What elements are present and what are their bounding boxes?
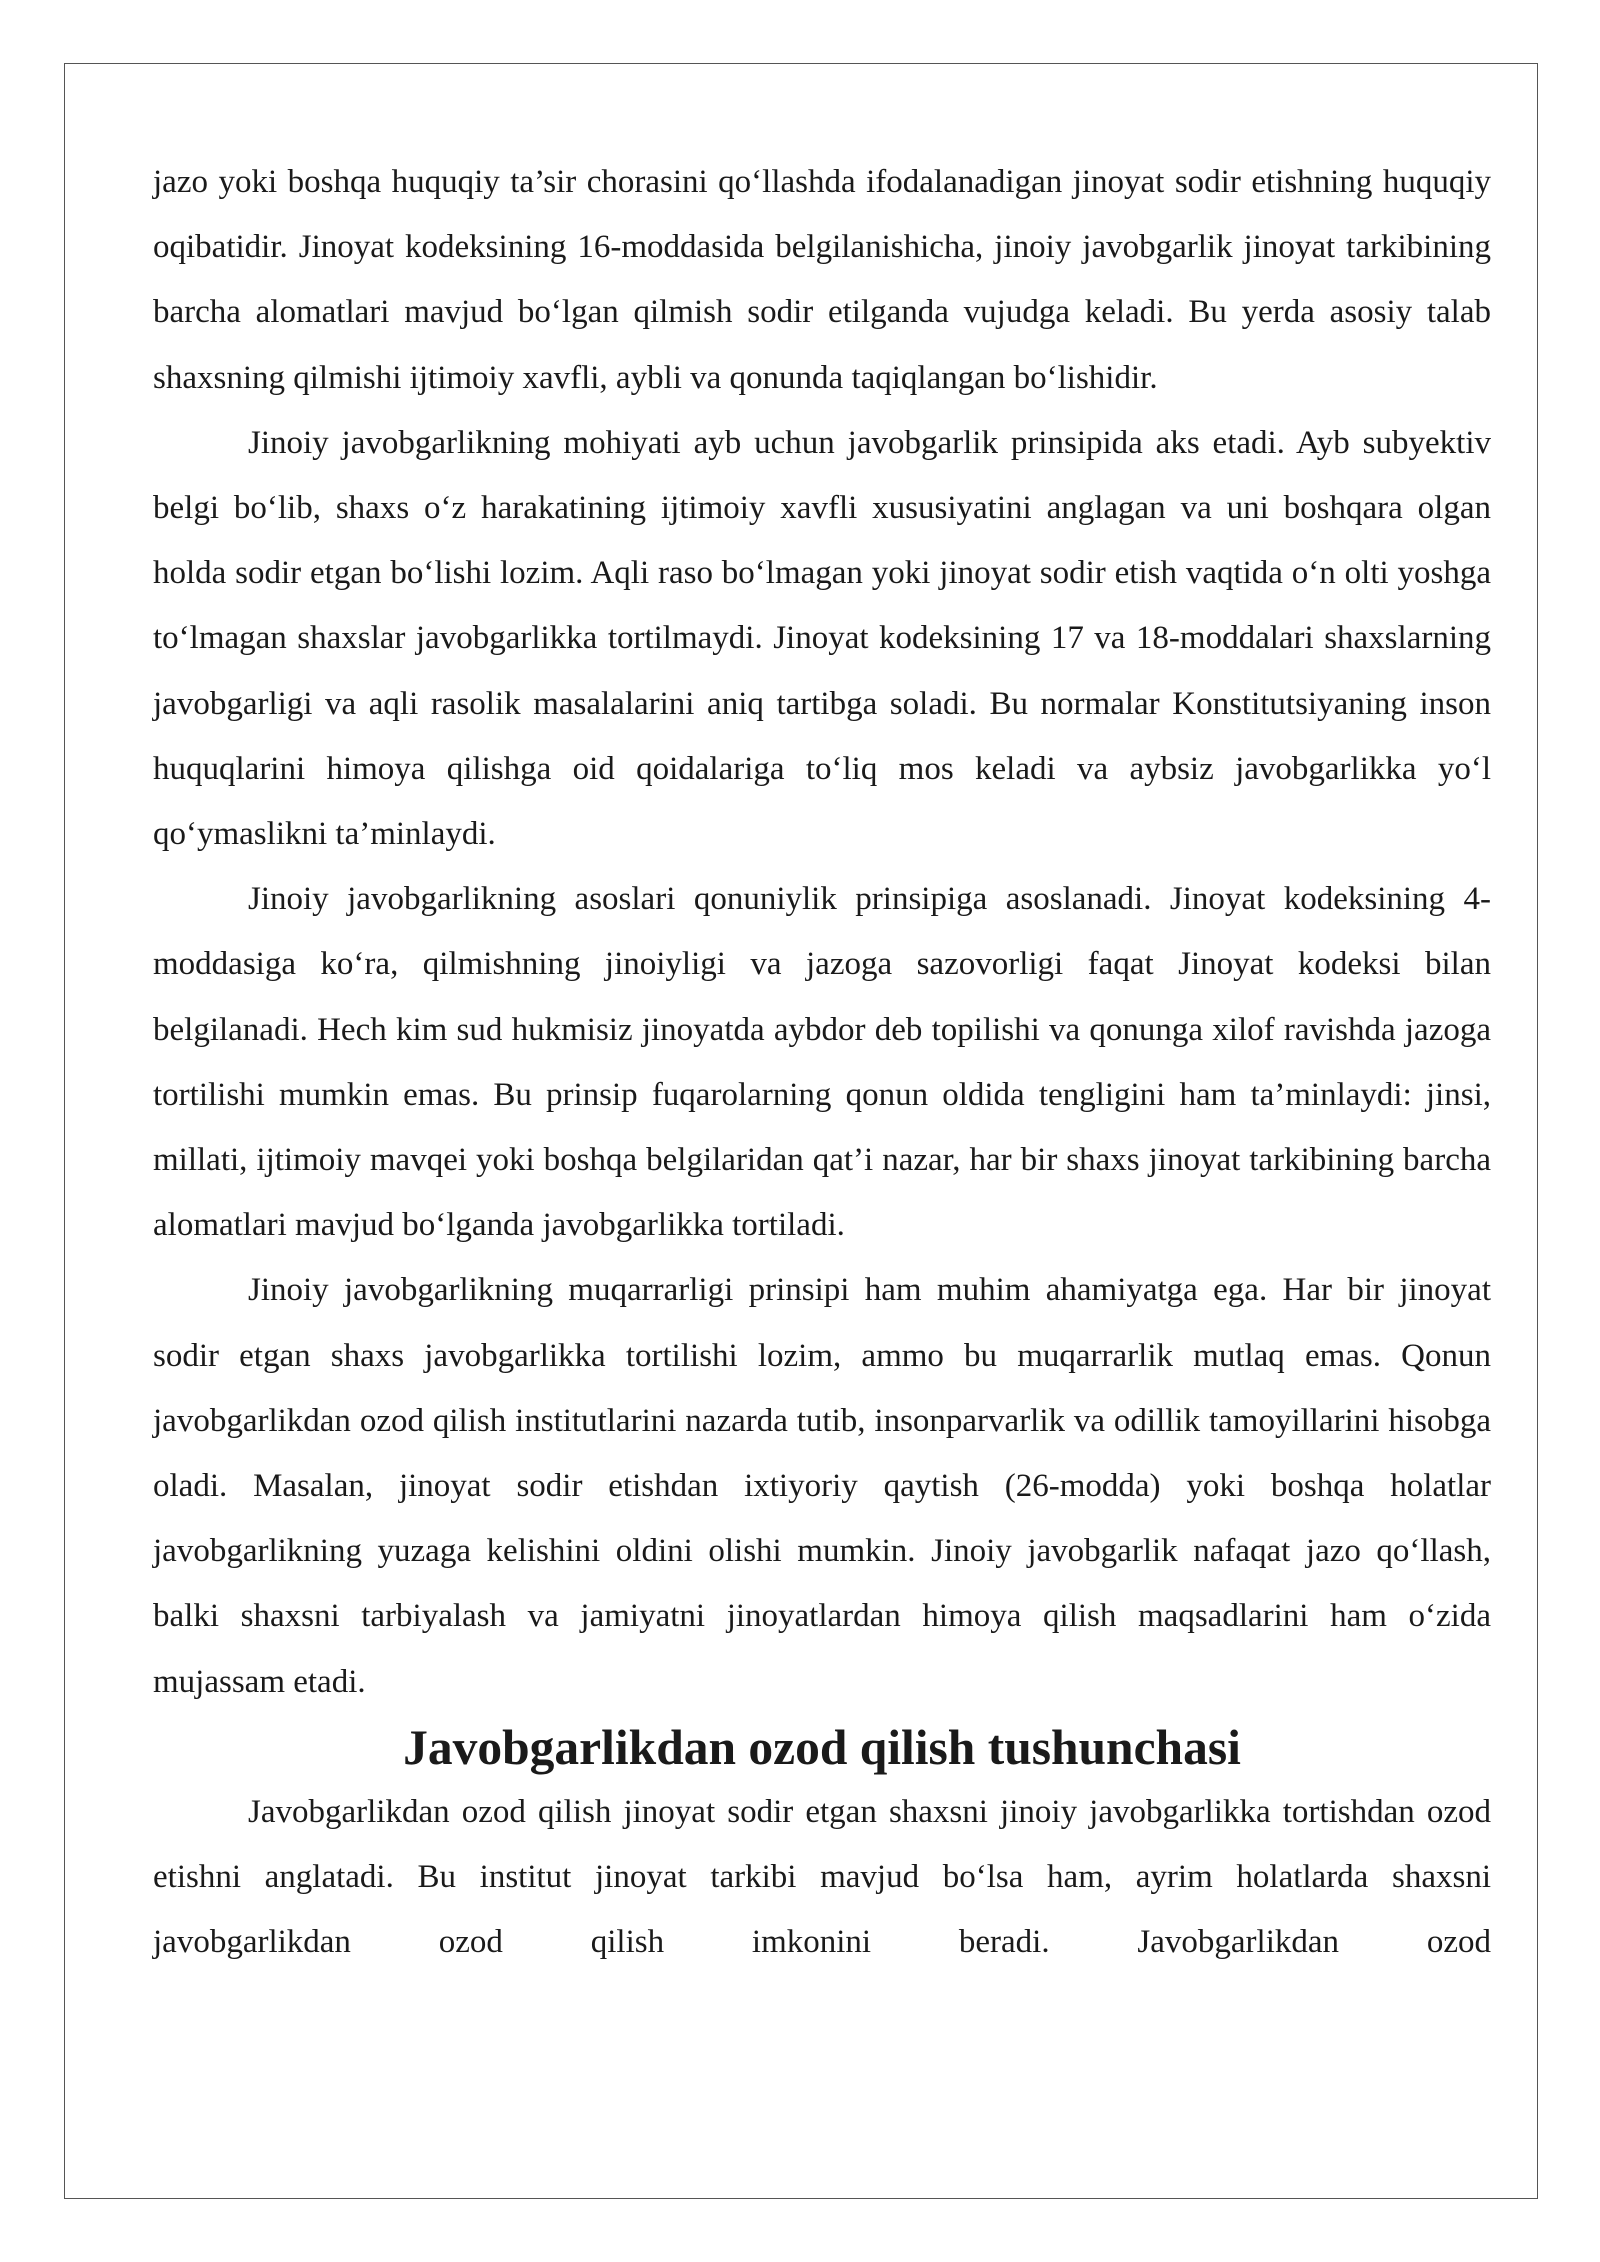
paragraph-2: Jinoiy javobgarlikning mohiyati ayb uchun javobgarlik prinsipida aks etadi. Ayb subyektiv belgi bo‘lib, shaxs o‘z harakatining ijtimoiy xavfli xususiyatini anglagan va uni boshqara olgan holda sodir etgan bo‘lishi lozim. Aqli raso bo‘lmagan yoki jinoyat sodir etish vaqtida o‘n olti yoshga to‘lmagan shaxslar javobgarlikka tortilmaydi. Jinoyat kodeksining 17 va 18-moddalari shaxslarning javobgarligi va aqli rasolik masalalarini aniq tartibga soladi. Bu normalar Konstitutsiyaning inson huquqlarini himoya qilishga oid qoidalariga to‘liq mos keladi va aybsiz javobgarlikka yo‘l qo‘ymaslikni ta’minlaydi. [153,424,1491,853]
document-body [153,150,1491,1976]
paragraph-1: jazo yoki boshqa huquqiy ta’sir chorasini qo‘llashda ifodalanadigan jinoyat sodir etishning huquqiy oqibatidir. Jinoyat kodeksining 16-moddasida belgilanishicha, jinoiy javobgarlik jinoyat tarkibining barcha alomatlari mavjud bo‘lgan qilmish sodir etilganda vujudga keladi. Bu yerda asosiy talab shaxsning qilmishi ijtimoiy xavfli, aybli va qonunda taqiqlangan bo‘lishidir. [153,164,1491,396]
paragraph-3: Jinoiy javobgarlikning asoslari qonuniylik prinsipiga asoslanadi. Jinoyat kodeksining 4-moddasiga ko‘ra, qilmishning jinoiyligi va jazoga sazovorligi faqat Jinoyat kodeksi bilan belgilanadi. Hech kim sud hukmisiz jinoyatda aybdor deb topilishi va qonunga xilof ravishda jazoga tortilishi mumkin emas. Bu prinsip fuqarolarning qonun oldida tengligini ham ta’minlaydi: jinsi, millati, ijtimoiy mavqei yoki boshqa belgilaridan qat’i nazar, har bir shaxs jinoyat tarkibining barcha alomatlari mavjud bo‘lganda javobgarlikka tortiladi. [153,881,1491,1244]
section-heading: Javobgarlikdan ozod qilish tushunchasi [403,1719,1241,1775]
paragraph-4: Jinoiy javobgarlikning muqarrarligi prinsipi ham muhim ahamiyatga ega. Har bir jinoyat sodir etgan shaxs javobgarlikka tortilishi lozim, ammo bu muqarrarlik mutlaq emas. Qonun javobgarlikdan ozod qilish institutlarini nazarda tutib, insonparvarlik va odillik tamoyillarini hisobga oladi. Masalan, jinoyat sodir etishdan ixtiyoriy qaytish (26-modda) yoki boshqa holatlar javobgarlikning yuzaga kelishini oldini olishi mumkin. Jinoiy javobgarlik nafaqat jazo qo‘llash, balki shaxsni tarbiyalash va jamiyatni jinoyatlardan himoya qilish maqsadlarini ham o‘zida mujassam etadi. [153,1272,1491,1700]
paragraph-5: Javobgarlikdan ozod qilish jinoyat sodir etgan shaxsni jinoiy javobgarlikka tortishdan ozod etishni anglatadi. Bu institut jinoyat tarkibi mavjud bo‘lsa ham, ayrim holatlarda shaxsni javobgarlikdan ozod qilish imkonini beradi. Javobgarlikdan ozod [153,1794,1491,1961]
